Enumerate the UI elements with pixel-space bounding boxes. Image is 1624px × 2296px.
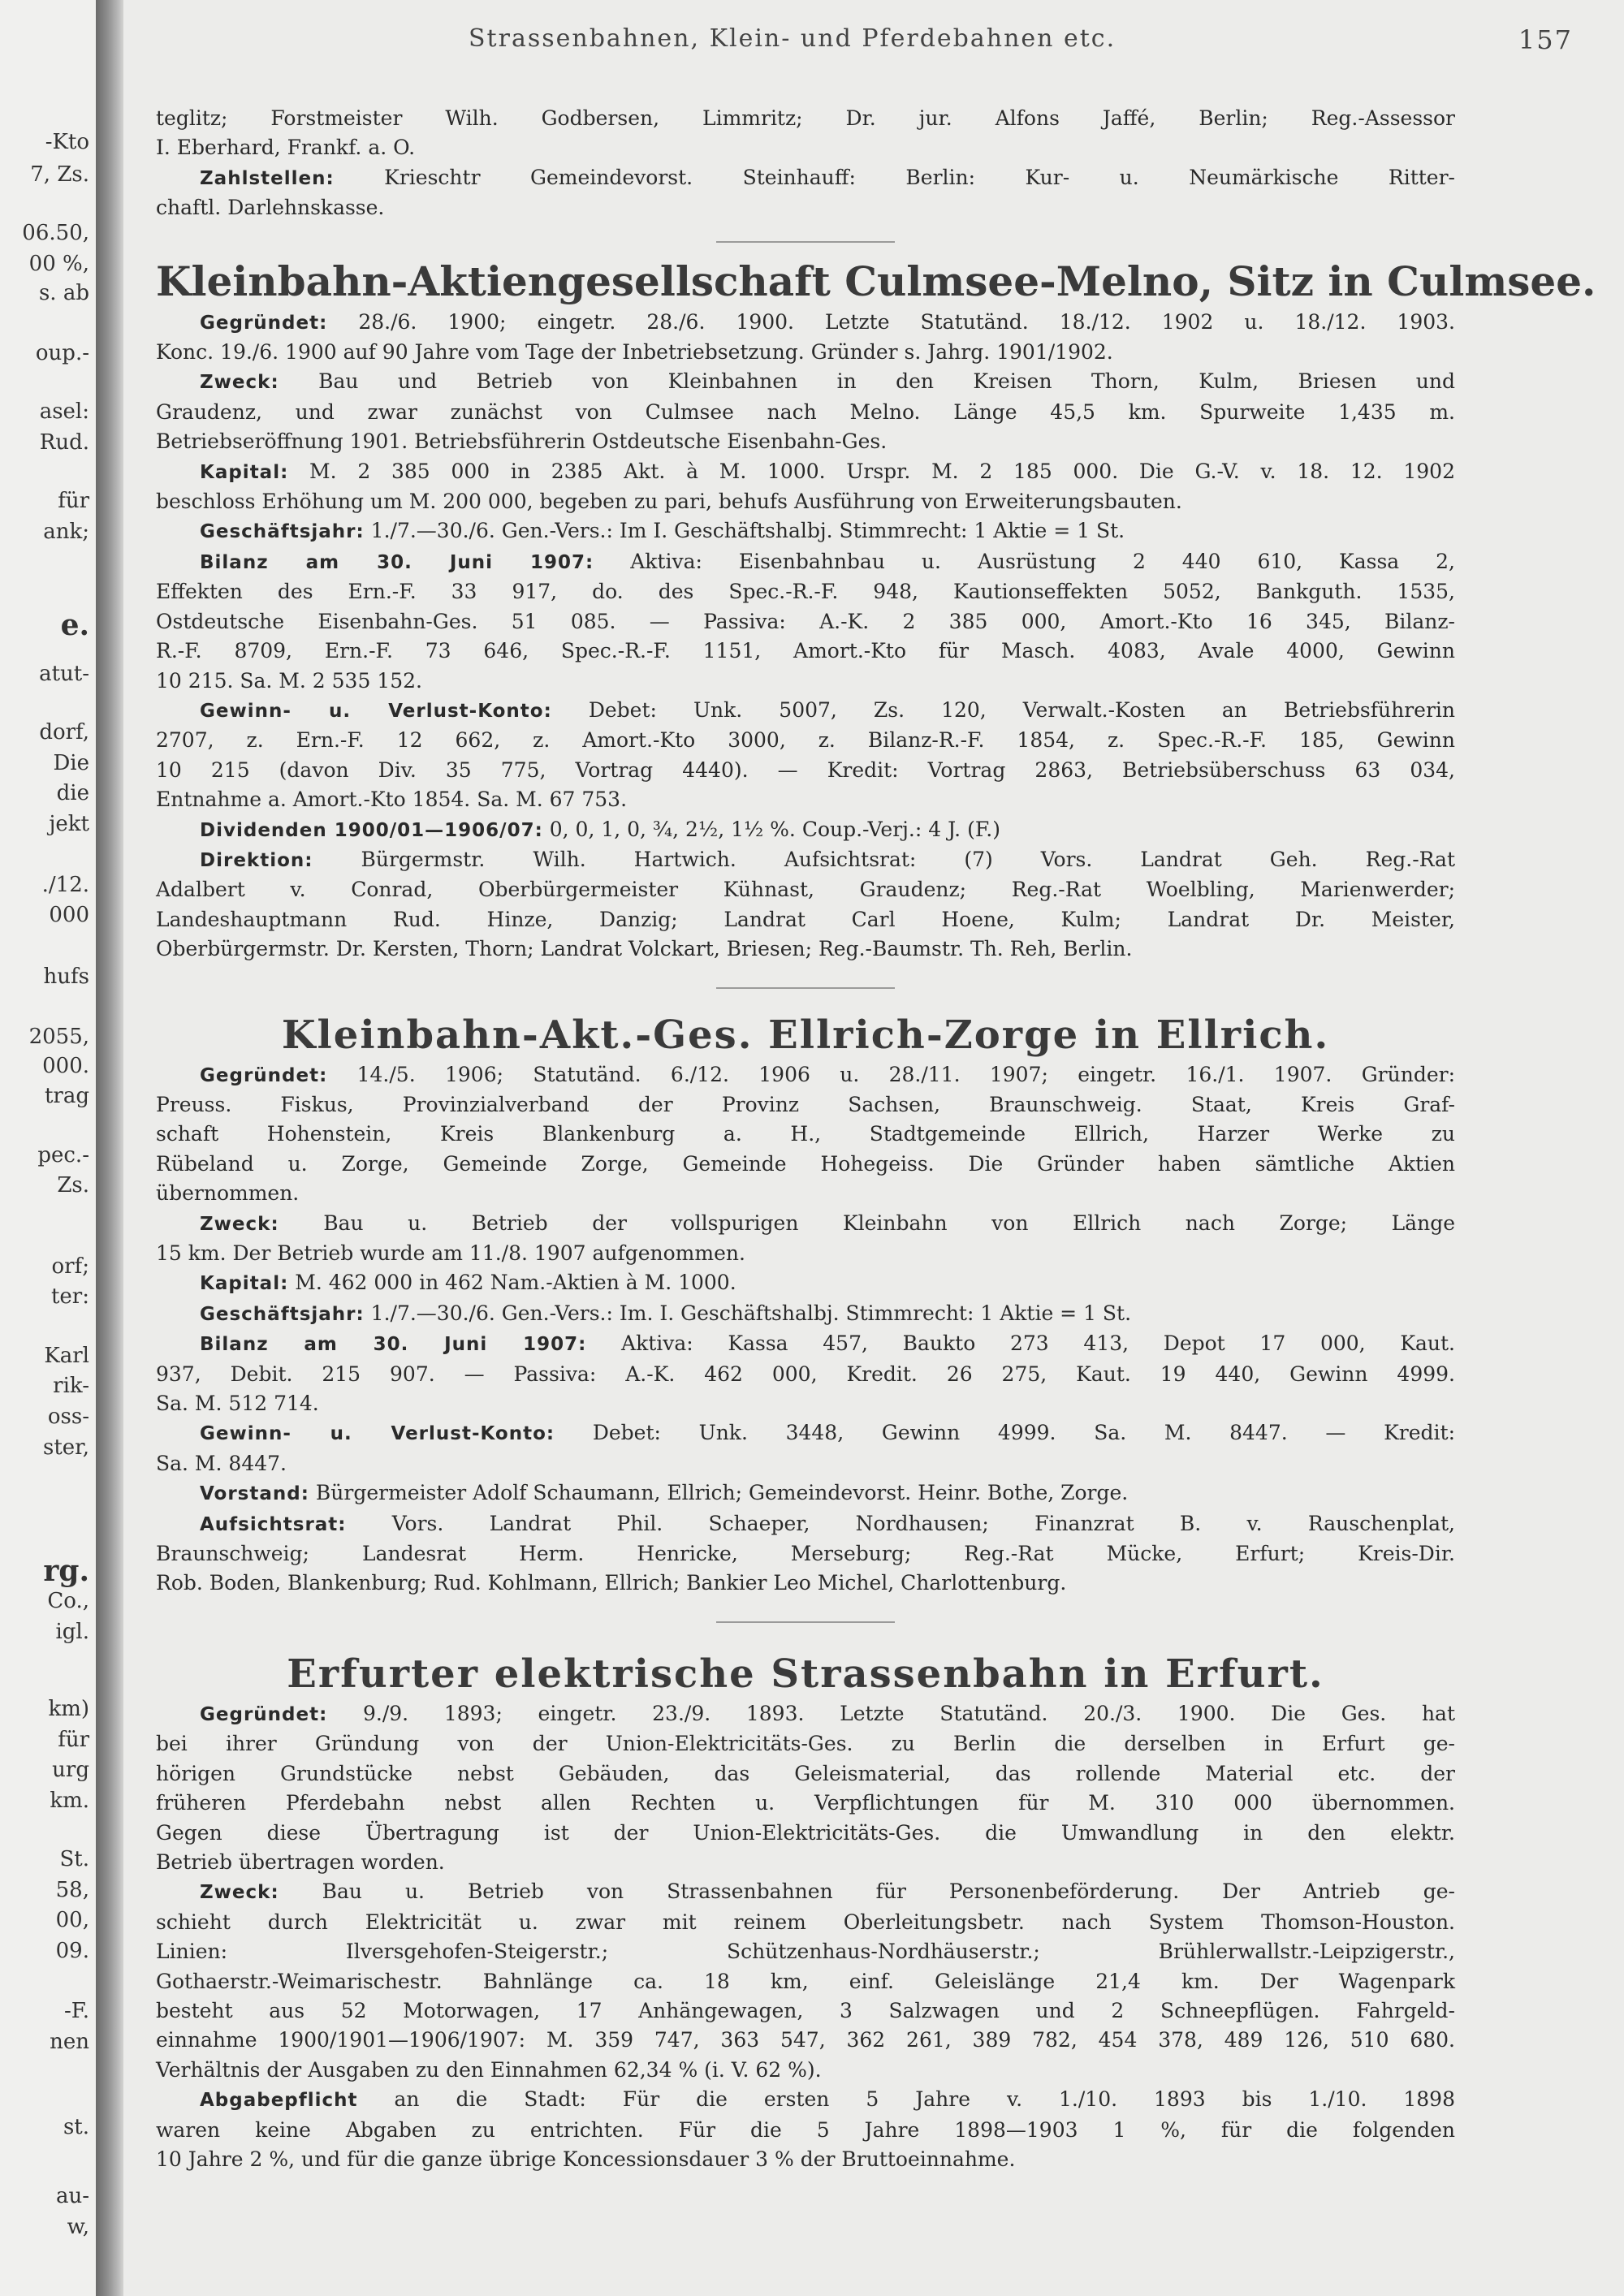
section-label: Geschäftsjahr: — [200, 1303, 365, 1325]
margin-fragment: e. — [60, 608, 89, 642]
text-line: I. Eberhard, Frankf. a. O. — [156, 136, 416, 160]
margin-fragment: w, — [67, 2215, 89, 2239]
company-title: Kleinbahn-Aktiengesellschaft Culmsee-Melno, Sitz in Culmsee. — [156, 257, 1596, 305]
text-line: Oberbürgermstr. Dr. Kersten, Thorn; Landrat Volckart, Briesen; Reg.-Baumstr. Th. Reh, Berlin. — [156, 937, 1133, 961]
company-title: Kleinbahn-Akt.-Ges. Ellrich-Zorge in Ellrich. — [281, 1012, 1330, 1058]
text-line: Ostdeutsche Eisenbahn-Ges. 51 085. — Passiva: A.-K. 2 385 000, Amort.-Kto 16 345, Bilanz- — [156, 609, 1455, 633]
margin-fragment: s. ab — [38, 281, 89, 305]
section-text: Debet: Unk. 5007, Zs. 120, Verwalt.-Kosten an Betriebsführerin — [588, 697, 1455, 722]
section-text: an die Stadt: Für die ersten 5 Jahre v. 1./10. 1893 bis 1./10. 1898 — [394, 2087, 1455, 2112]
margin-fragment: trag — [44, 1084, 89, 1108]
margin-fragment: für — [58, 489, 89, 513]
section-line — [156, 308, 1455, 338]
entry-separator — [716, 987, 895, 989]
margin-fragment: ank; — [43, 520, 89, 544]
margin-fragment: au- — [55, 2184, 89, 2208]
text-line: chaftl. Darlehnskasse. — [156, 196, 385, 220]
section-text: 28./6. 1900; eingetr. 28./6. 1900. Letzte Statutänd. 18./12. 1902 u. 18./12. 1903. — [358, 309, 1455, 334]
text-line: bei ihrer Gründung von der Union-Elektricitäts-Ges. zu Berlin die derselben in Erfurt ge- — [156, 1732, 1455, 1756]
section-label: Bilanz am 30. Juni 1907: — [200, 551, 594, 573]
margin-fragment: Karl — [44, 1344, 89, 1368]
margin-fragment: jekt — [49, 812, 89, 836]
text-line: Verhältnis der Ausgaben zu den Einnahmen 62,34 % (i. V. 62 %). — [156, 2057, 822, 2082]
margin-fragment: oss- — [47, 1405, 89, 1429]
section-zahlstellen — [156, 163, 1455, 193]
margin-fragment: für — [58, 1728, 89, 1752]
section-label: Zahlstellen: — [200, 167, 335, 189]
text-line: Rübeland u. Zorge, Gemeinde Zorge, Gemeinde Hohegeiss. Die Gründer haben sämtliche Aktien — [156, 1151, 1455, 1176]
page-content — [156, 104, 1596, 2174]
margin-fragment: km) — [48, 1697, 89, 1721]
section-text: Bau u. Betrieb der vollspurigen Kleinbahn von Ellrich nach Zorge; Länge — [323, 1211, 1455, 1235]
text-line: einnahme 1900/1901—1906/1907: M. 359 747, 363 547, 362 261, 389 782, 454 378, 489 126, 510 680. — [156, 2028, 1455, 2052]
section-label: Vorstand: — [200, 1483, 309, 1505]
company-entry — [156, 256, 1596, 965]
text-line: Krieschtr Gemeindevorst. Steinhauff: Berlin: Kur- u. Neumärkische Ritter- — [384, 165, 1455, 189]
text-line: 2707, z. Ern.-F. 12 662, z. Amort.-Kto 3000, z. Bilanz-R.-F. 1854, z. Spec.-R.-F. 185, Gewinn — [156, 728, 1455, 753]
margin-fragment: 06.50, — [22, 221, 89, 245]
section-line — [156, 1509, 1455, 1539]
section-label: Zweck: — [200, 372, 279, 394]
section-text: Vors. Landrat Phil. Schaeper, Nordhausen; Finanzrat B. v. Rauschenplat, — [391, 1511, 1455, 1535]
left-page-margin — [0, 0, 96, 2296]
section-label: Gewinn- u. Verlust-Konto: — [200, 700, 552, 722]
section-label: Aufsichtsrat: — [200, 1513, 347, 1535]
section-text: Bau und Betrieb von Kleinbahnen in den Kreisen Thorn, Kulm, Briesen und — [318, 369, 1456, 394]
margin-fragment: 2055, — [28, 1025, 89, 1049]
entry-separator — [716, 1621, 895, 1623]
margin-fragment: -F. — [63, 1999, 89, 2023]
section-label: Zweck: — [200, 1213, 279, 1235]
section-label: Geschäftsjahr: — [200, 521, 365, 543]
section-line — [156, 457, 1455, 487]
margin-fragment: Zs. — [57, 1173, 89, 1198]
text-line: beschloss Erhöhung um M. 200 000, begeben zu pari, behufs Ausführung von Erweiterungsbauten. — [156, 490, 1182, 514]
section-label: Gegründet: — [200, 1064, 328, 1086]
section-text: M. 462 000 in 462 Nam.-Aktien à M. 1000. — [295, 1271, 736, 1295]
text-line: waren keine Abgaben zu entrichten. Für die 5 Jahre 1898—1903 1 %, für die folgenden — [156, 2117, 1455, 2142]
margin-fragment: urg — [52, 1758, 89, 1782]
margin-fragment: St. — [59, 1847, 89, 1871]
text-line: teglitz; Forstmeister Wilh. Godbersen, Limmritz; Dr. jur. Alfons Jaffé, Berlin; Reg.-Assessor — [156, 106, 1455, 130]
text-line: 10 215 (davon Div. 35 775, Vortrag 4440). — Kredit: Vortrag 2863, Betriebsüberschuss 63 034, — [156, 757, 1455, 782]
margin-fragment: ./12. — [41, 873, 89, 897]
margin-fragment: st. — [63, 2115, 89, 2139]
section-text: 14./5. 1906; Statutänd. 6./12. 1906 u. 28./11. 1907; eingetr. 16./1. 1907. Gründer: — [356, 1062, 1455, 1086]
section-label: Abgabepflicht — [200, 2090, 358, 2112]
text-line: Sa. M. 512 714. — [156, 1392, 319, 1416]
section-line — [156, 1699, 1455, 1729]
margin-fragment: 09. — [55, 1939, 89, 1963]
margin-fragment: 7, Zs. — [30, 162, 89, 187]
running-head — [469, 24, 1573, 53]
text-line: 15 km. Der Betrieb wurde am 11./8. 1907 aufgenommen. — [156, 1241, 745, 1265]
section-label: Kapital: — [200, 1273, 289, 1295]
text-line: Gegen diese Übertragung ist der Union-Elektricitäts-Ges. die Umwandlung in den elektr. — [156, 1820, 1455, 1845]
margin-fragment: die — [56, 781, 89, 805]
book-gutter — [96, 0, 123, 2296]
company-title: Erfurter elektrische Strassenbahn in Erfurt. — [287, 1651, 1324, 1697]
text-line: Gothaerstr.-Weimarischestr. Bahnlänge ca. 18 km, einf. Geleislänge 21,4 km. Der Wagenpark — [156, 1969, 1455, 1993]
margin-fragment: asel: — [39, 399, 89, 424]
margin-fragment: 000. — [42, 1054, 89, 1078]
text-line: Konc. 19./6. 1900 auf 90 Jahre vom Tage der Inbetriebsetzung. Gründer s. Jahrg. 1901/1902. — [156, 340, 1113, 365]
section-label: Bilanz am 30. Juni 1907: — [200, 1334, 587, 1356]
section-line — [156, 516, 1455, 546]
section-line — [156, 1299, 1455, 1329]
company-entry — [156, 1010, 1455, 1599]
section-line — [156, 815, 1455, 845]
margin-fragment: rik- — [53, 1374, 89, 1398]
section-text: 9./9. 1893; eingetr. 23./9. 1893. Letzte Statutänd. 20./3. 1900. Die Ges. hat — [363, 1701, 1456, 1725]
company-entry — [156, 1649, 1455, 2175]
section-text: M. 2 385 000 in 2385 Akt. à M. 1000. Urspr. M. 2 185 000. Die G.-V. v. 18. 12. 1902 — [309, 459, 1455, 483]
text-line: Entnahme a. Amort.-Kto 1854. Sa. M. 67 753. — [156, 788, 628, 812]
text-line: übernommen. — [156, 1181, 300, 1206]
text-line: 937, Debit. 215 907. — Passiva: A.-K. 462 000, Kredit. 26 275, Kaut. 19 440, Gewinn 4999. — [156, 1362, 1455, 1386]
running-head-title: Strassenbahnen, Klein- und Pferdebahnen etc. — [469, 24, 1116, 53]
text-line: schaft Hohenstein, Kreis Blankenburg a. H., Stadtgemeinde Ellrich, Harzer Werke zu — [156, 1122, 1455, 1146]
section-line — [156, 367, 1455, 397]
section-label: Dividenden 1900/01—1906/07: — [200, 819, 543, 841]
margin-fragment: -Kto — [45, 130, 89, 154]
book-page — [123, 0, 1624, 2296]
section-line — [156, 1478, 1455, 1508]
section-text: Aktiva: Eisenbahnbau u. Ausrüstung 2 440 610, Kassa 2, — [630, 549, 1456, 573]
text-line: R.-F. 8709, Ern.-F. 73 646, Spec.-R.-F. 1151, Amort.-Kto für Masch. 4083, Avale 4000, Gewinn — [156, 639, 1455, 663]
section-line — [156, 1209, 1455, 1239]
text-line: Braunschweig; Landesrat Herm. Henricke, Merseburg; Reg.-Rat Mücke, Erfurt; Kreis-Dir. — [156, 1542, 1455, 1566]
page-number: 157 — [1518, 24, 1573, 55]
margin-fragment: nen — [50, 2030, 89, 2054]
section-line — [156, 1877, 1455, 1907]
margin-fragment: Rud. — [39, 430, 89, 455]
section-line — [156, 696, 1455, 726]
text-line: besteht aus 52 Motorwagen, 17 Anhängewagen, 3 Salzwagen und 2 Schneepflügen. Fahrgeld- — [156, 1998, 1455, 2022]
entry-separator — [716, 241, 895, 243]
margin-fragment: orf; — [51, 1254, 89, 1279]
text-line: Preuss. Fiskus, Provinzialverband der Provinz Sachsen, Braunschweig. Staat, Kreis Graf- — [156, 1092, 1455, 1116]
section-text: Aktiva: Kassa 457, Baukto 273 413, Depot 17 000, Kaut. — [621, 1331, 1455, 1356]
section-text: Bürgermeister Adolf Schaumann, Ellrich; Gemeindevorst. Heinr. Bothe, Zorge. — [315, 1481, 1129, 1505]
section-text: Bürgermstr. Wilh. Hartwich. Aufsichtsrat: (7) Vors. Landrat Geh. Reg.-Rat — [361, 847, 1455, 871]
text-line: Betriebseröffnung 1901. Betriebsführerin Ostdeutsche Eisenbahn-Ges. — [156, 429, 888, 454]
margin-fragment: hufs — [43, 965, 89, 989]
margin-fragment: Die — [53, 751, 89, 775]
section-line — [156, 1418, 1455, 1448]
section-text: Bau u. Betrieb von Strassenbahnen für Personenbeförderung. Der Antrieb ge- — [322, 1880, 1455, 1904]
previous-entry-continuation — [156, 104, 1455, 223]
margin-fragment: rg. — [43, 1554, 89, 1588]
section-label: Gewinn- u. Verlust-Konto: — [200, 1423, 555, 1445]
section-text: 0, 0, 1, 0, ¾, 2½, 1½ %. Coup.-Verj.: 4 J. (F.) — [549, 817, 1000, 841]
section-line — [156, 1268, 1455, 1298]
text-line: Graudenz, und zwar zunächst von Culmsee nach Melno. Länge 45,5 km. Spurweite 1,435 m. — [156, 399, 1455, 424]
text-line: früheren Pferdebahn nebst allen Rechten u. Verpflichtungen für M. 310 000 übernommen. — [156, 1791, 1455, 1815]
section-line — [156, 1329, 1455, 1359]
section-line — [156, 1060, 1455, 1090]
margin-fragment: 00 %, — [28, 252, 89, 276]
margin-fragment: ster, — [42, 1435, 89, 1460]
margin-fragment: 000 — [49, 903, 89, 927]
margin-fragment: igl. — [55, 1620, 89, 1644]
margin-fragment: 00, — [55, 1908, 89, 1932]
text-line: Adalbert v. Conrad, Oberbürgermeister Kühnast, Graudenz; Reg.-Rat Woelbling, Marienwerder; — [156, 878, 1455, 902]
section-line — [156, 845, 1455, 875]
margin-fragment: Co., — [47, 1589, 89, 1613]
text-line: Rob. Boden, Blankenburg; Rud. Kohlmann, Ellrich; Bankier Leo Michel, Charlottenburg. — [156, 1571, 1067, 1595]
company-entries — [156, 241, 1596, 2175]
text-line: 10 Jahre 2 %, und für die ganze übrige Koncessionsdauer 3 % der Bruttoeinnahme. — [156, 2147, 1016, 2171]
margin-fragment: ter: — [50, 1284, 89, 1309]
section-text: 1./7.—30./6. Gen.-Vers.: Im. I. Geschäftshalbj. Stimmrecht: 1 Aktie = 1 St. — [370, 1301, 1132, 1325]
text-line: hörigen Grundstücke nebst Gebäuden, das Geleismaterial, das rollende Material etc. der — [156, 1761, 1455, 1785]
section-label: Zweck: — [200, 1882, 279, 1904]
section-label: Gegründet: — [200, 312, 328, 334]
text-line: Effekten des Ern.-F. 33 917, do. des Spec.-R.-F. 948, Kautionseffekten 5052, Bankguth. 1535, — [156, 580, 1455, 604]
margin-fragment: 58, — [55, 1878, 89, 1902]
section-text: Debet: Unk. 3448, Gewinn 4999. Sa. M. 8447. — Kredit: — [592, 1421, 1455, 1445]
margin-fragment: oup.- — [35, 341, 89, 365]
margin-fragment: km. — [50, 1789, 89, 1813]
margin-fragment: atut- — [39, 662, 89, 686]
text-line: Linien: Ilversgehofen-Steigerstr.; Schützenhaus-Nordhäuserstr.; Brühlerwallstr.-Leipzigerstr., — [156, 1940, 1455, 1964]
text-line: Betrieb übertragen worden. — [156, 1849, 445, 1874]
section-line — [156, 2085, 1455, 2115]
text-line: schieht durch Elektricität u. zwar mit reinem Oberleitungsbetr. nach System Thomson-Houston. — [156, 1910, 1455, 1934]
section-text: 1./7.—30./6. Gen.-Vers.: Im I. Geschäftshalbj. Stimmrecht: 1 Aktie = 1 St. — [370, 519, 1125, 543]
margin-fragment: pec.- — [37, 1143, 89, 1167]
text-line: 10 215. Sa. M. 2 535 152. — [156, 668, 422, 693]
margin-fragment: dorf, — [39, 720, 89, 744]
section-line — [156, 547, 1455, 577]
text-line: Sa. M. 8447. — [156, 1451, 287, 1475]
section-label: Direktion: — [200, 849, 313, 871]
text-line: Landeshauptmann Rud. Hinze, Danzig; Landrat Carl Hoene, Kulm; Landrat Dr. Meister, — [156, 907, 1455, 931]
section-label: Gegründet: — [200, 1703, 328, 1725]
section-label: Kapital: — [200, 461, 289, 483]
